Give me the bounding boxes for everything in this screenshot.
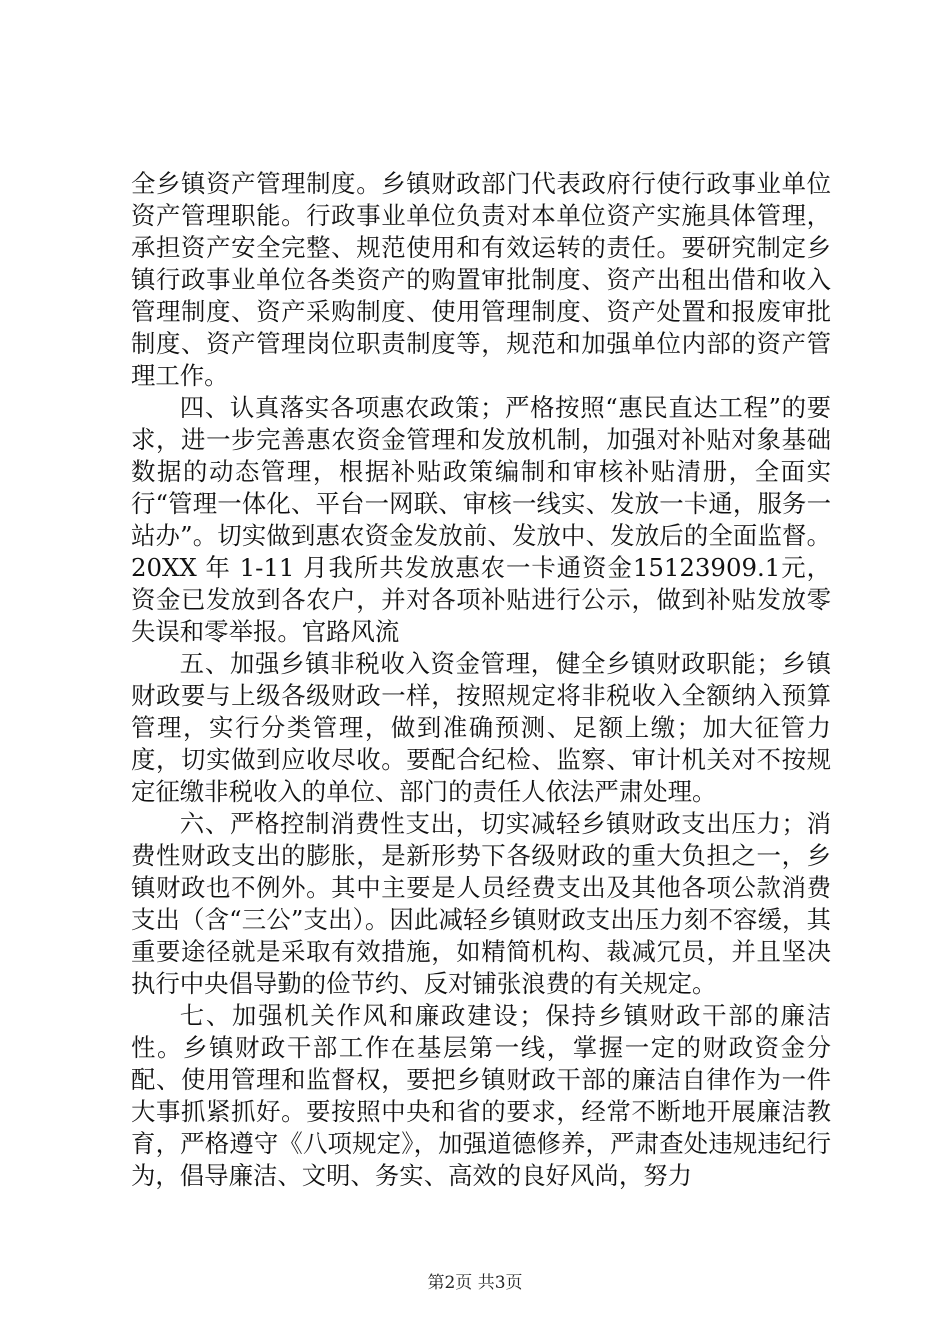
document-body — [131, 168, 831, 1192]
page-footer: 第2页 共3页 — [427, 1273, 523, 1293]
paragraph-section-5: 五、加强乡镇非税收入资金管理，健全乡镇财政职能；乡镇财政要与上级各级财政一样，按照规定将非税收入全额纳入预算管理，实行分类管理，做到准确预测、足额上缴；加大征管力度，切实做到应收尽收。要配合纪检、监察、审计机关对不按规定征缴非税收入的单位、部门的责任人依法严肃处理。 — [131, 649, 831, 806]
paragraph-section-7: 七、加强机关作风和廉政建设；保持乡镇财政干部的廉洁性。乡镇财政干部工作在基层第一线，掌握一定的财政资金分配、使用管理和监督权，要把乡镇财政干部的廉洁自律作为一件大事抓紧抓好。要按照中央和省的要求，经常不断地开展廉洁教育，严格遵守《八项规定》，加强道德修养，严肃查处违规违纪行为，倡导廉洁、文明、务实、高效的良好风尚，努力 — [131, 1001, 831, 1190]
paragraph-section-6: 六、严格控制消费性支出，切实减轻乡镇财政支出压力；消费性财政支出的膨胀，是新形势下各级财政的重大负担之一，乡镇财政也不例外。其中主要是人员经费支出及其他各项公款消费支出（含“三公”支出）。因此减轻乡镇财政支出压力刻不容缓，其重要途径就是采取有效措施，如精简机构、裁减冗员，并且坚决执行中央倡导勤的俭节约、反对铺张浪费的有关规定。 — [131, 809, 831, 998]
paragraph-section-4: 四、认真落实各项惠农政策；严格按照“惠民直达工程”的要求，进一步完善惠农资金管理和发放机制，加强对补贴对象基础数据的动态管理，根据补贴政策编制和审核补贴清册，全面实行“管理一体化、平台一网联、审核一线实、发放一卡通，服务一站办”。切实做到惠农资金发放前、发放中、发放后的全面监督。20XX 年 1-11 月我所共发放惠农一卡通资金15123909.1元，资金已发放到各农户，并对各项补贴进行公示，做到补贴发放零失误和零举报。官路风流 — [131, 393, 831, 646]
paragraph-asset-management: 全乡镇资产管理制度。乡镇财政部门代表政府行使行政事业单位资产管理职能。行政事业单位负责对本单位资产实施具体管理，承担资产安全完整、规范使用和有效运转的责任。要研究制定乡镇行政事业单位各类资产的购置审批制度、资产出租出借和收入管理制度、资产采购制度、使用管理制度、资产处置和报废审批制度、资产管理岗位职责制度等，规范和加强单位内部的资产管理工作。 — [131, 169, 831, 390]
